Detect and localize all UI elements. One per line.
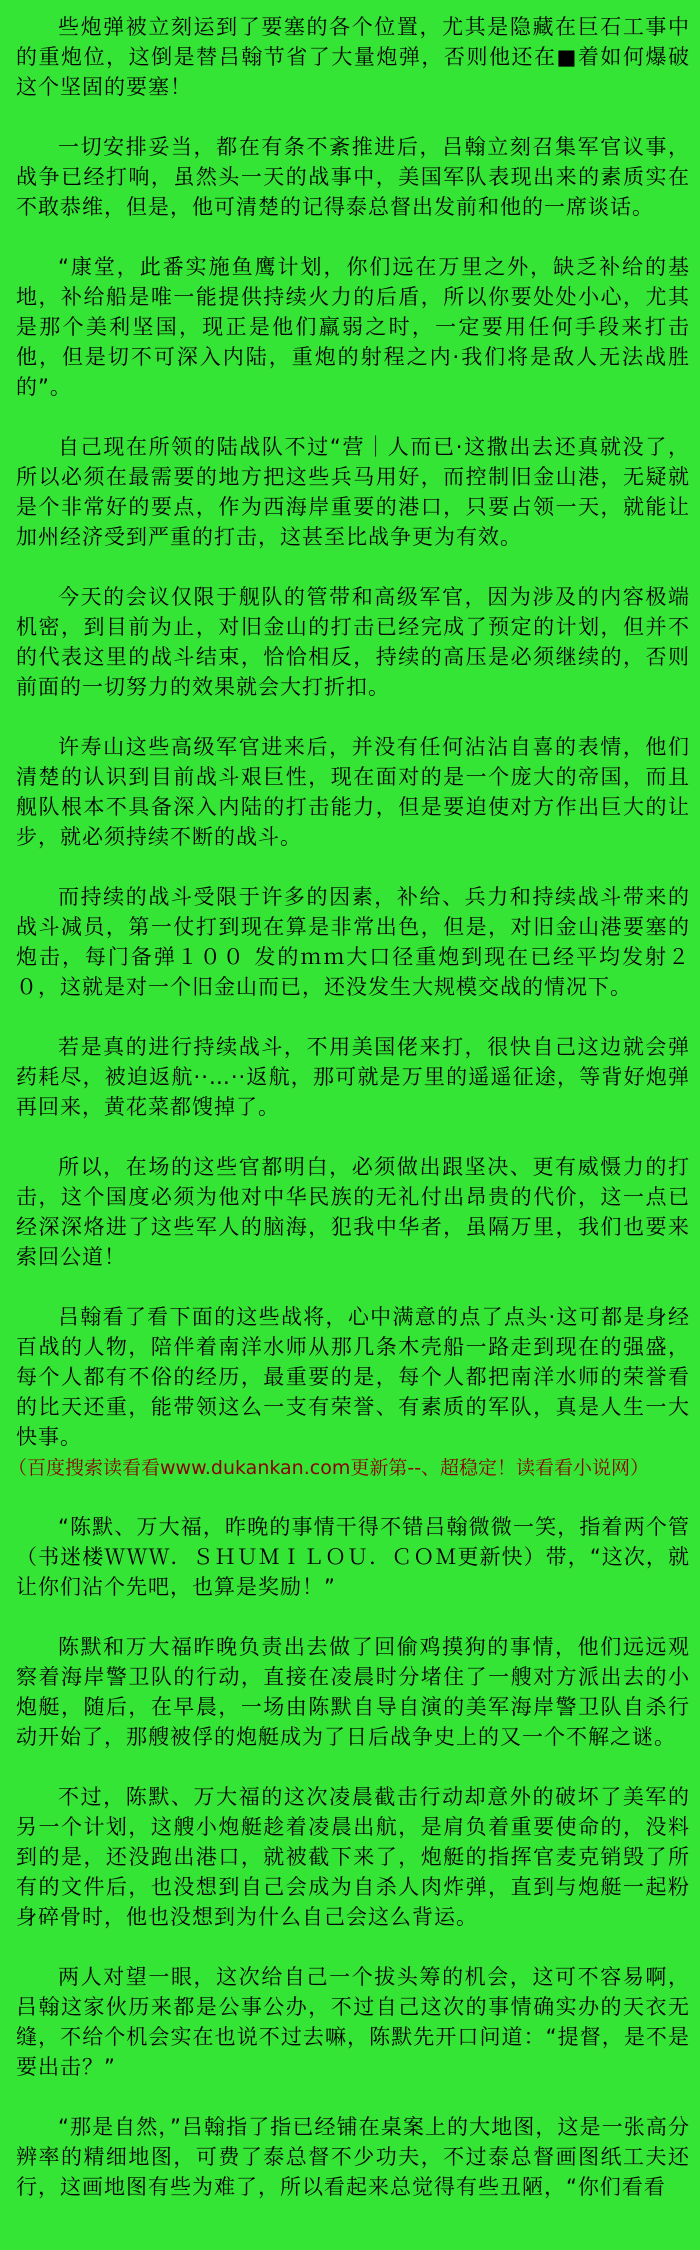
novel-paragraph: “陈默、万大福，昨晚的事情干得不错吕翰微微一笑，指着两个管（书迷楼ＷＷＷ．ＳＨＵＭＩＬＯＵ．ＣＯＭ更新快）带，“这次，就让你们沾个先吧，也算是奖励！” bbox=[16, 1515, 690, 1599]
novel-paragraph: 若是真的进行持续战斗，不用美国佬来打，很快自己这边就会弹药耗尽，被迫返航··…··返航，那可就是万里的遥遥征途，等背好炮弹再回来，黄花菜都馊掉了。 bbox=[16, 1035, 690, 1119]
novel-paragraph: 今天的会议仅限于舰队的管带和高级军官，因为涉及的内容极端机密，到目前为止，对旧金山的打击已经完成了预定的计划，但并不的代表这里的战斗结束，恰恰相反，持续的高压是必须继续的，否则前面的一切努力的效果就会大打折扣。 bbox=[16, 585, 690, 699]
novel-paragraph: 两人对望一眼，这次给自己一个拔头筹的机会，这可不容易啊，吕翰这家伙历来都是公事公办，不过自己这次的事情确实办的天衣无缝，不给个机会实在也说不过去嘛，陈默先开口问道：“提督，是不是要出击？” bbox=[16, 1965, 690, 2079]
novel-paragraph: 不过，陈默、万大福的这次凌晨截击行动却意外的破坏了美军的另一个计划，这艘小炮艇趁着凌晨出航，是肩负着重要使命的，没料到的是，还没跑出港口，就被截下来了，炮艇的指挥官麦克销毁了所有的文件后，也没想到自己会成为自杀人肉炸弹，直到与炮艇一起粉身碎骨时，他也没想到为什么自己会这么背运。 bbox=[16, 1785, 690, 1929]
novel-paragraph: 许寿山这些高级军官进来后，并没有任何沾沾自喜的表情，他们清楚的认识到目前战斗艰巨性，现在面对的是一个庞大的帝国，而且舰队根本不具备深入内陆的打击能力，但是要迫使对方作出巨大的让步，就必须持续不断的战斗。 bbox=[16, 735, 690, 849]
novel-paragraph: 吕翰看了看下面的这些战将，心中满意的点了点头·这可都是身经百战的人物，陪伴着南洋水师从那几条木壳船一路走到现在的强盛，每个人都有不俗的经历，最重要的是，每个人都把南洋水师的荣誉看的比天还重，能带领这么一支有荣誉、有素质的军队，真是人生一大快事。 bbox=[16, 1305, 690, 1449]
novel-paragraph: 而持续的战斗受限于许多的因素，补给、兵力和持续战斗带来的战斗减员，第一仗打到现在算是非常出色，但是，对旧金山港要塞的炮击，每门备弹１００ 发的ｍｍ大口径重炮到现在已经平均发射２０，这就是对一个旧金山而已，还没发生大规模交战的情况下。 bbox=[16, 885, 690, 999]
promo-line-dukankan: （百度搜索读看看www.dukankan.com更新第--、超稳定！读看看小说网） bbox=[8, 1457, 650, 1479]
novel-paragraph: 一切安排妥当，都在有条不紊推进后，吕翰立刻召集军官议事，战争已经打响，虽然头一天的战事中，美国军队表现出来的素质实在不敢恭维，但是，他可清楚的记得泰总督出发前和他的一席谈话。 bbox=[16, 135, 690, 219]
novel-paragraph: “康堂，此番实施鱼鹰计划，你们远在万里之外，缺乏补给的基地，补给船是唯一能提供持续火力的后盾，所以你要处处小心，尤其是那个美利坚国，现正是他们羸弱之时，一定要用任何手段来打击他，但是切不可深入内陆，重炮的射程之内·我们将是敌人无法战胜的”。 bbox=[16, 255, 690, 399]
novel-paragraph: “那是自然，”吕翰指了指已经铺在桌案上的大地图，这是一张高分辨率的精细地图，可费了泰总督不少功夫，不过泰总督画图纸工夫还行，这画地图有些为难了，所以看起来总觉得有些丑陋，“你们看看 bbox=[16, 2115, 690, 2199]
novel-paragraph: 自己现在所领的陆战队不过“营｜人而已·这撒出去还真就没了，所以必须在最需要的地方把这些兵马用好，而控制旧金山港，无疑就是个非常好的要点，作为西海岸重要的港口，只要占领一天，就能让加州经济受到严重的打击，这甚至比战争更为有效。 bbox=[16, 435, 690, 549]
novel-paragraph: 所以，在场的这些官都明白，必须做出跟坚决、更有威慑力的打击，这个国度必须为他对中华民族的无礼付出昂贵的代价，这一点已经深深烙进了这些军人的脑海，犯我中华者，虽隔万里，我们也要来索回公道！ bbox=[16, 1155, 690, 1269]
novel-paragraph: 些炮弹被立刻运到了要塞的各个位置，尤其是隐藏在巨石工事中的重炮位，这倒是替吕翰节省了大量炮弹，否则他还在■着如何爆破这个坚固的要塞！ bbox=[16, 15, 690, 99]
novel-paragraph: 陈默和万大福昨晚负责出去做了回偷鸡摸狗的事情，他们远远观察着海岸警卫队的行动，直接在凌晨时分堵住了一艘对方派出去的小炮艇，随后，在早晨，一场由陈默自导自演的美军海岸警卫队自杀行动开始了，那艘被俘的炮艇成为了日后战争史上的又一个不解之谜。 bbox=[16, 1635, 690, 1749]
